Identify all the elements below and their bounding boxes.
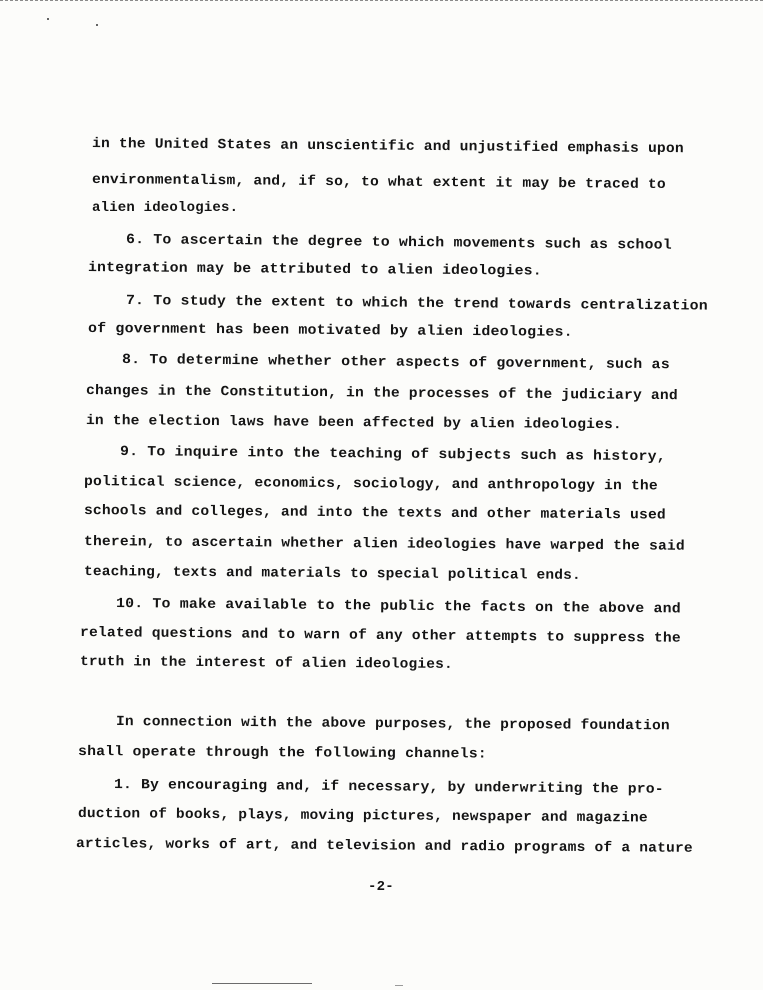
text-line: shall operate through the following channels: bbox=[77, 744, 487, 763]
text-line: articles, works of art, and television and radio programs of a nature bbox=[75, 836, 693, 857]
text-line: environmentalism, and, if so, to what extent it may be traced to bbox=[91, 172, 666, 194]
scan-speck bbox=[96, 24, 98, 26]
text-line: of government has been motivated by alien ideologies. bbox=[87, 321, 573, 341]
text-line: in the election laws have been affected by alien ideologies. bbox=[85, 413, 622, 434]
text-line: 7. To study the extent to which the trend towards centralization bbox=[125, 293, 708, 315]
text-line: truth in the interest of alien ideologies. bbox=[79, 654, 453, 673]
page-top-edge bbox=[0, 0, 763, 1]
text-line: teaching, texts and materials to special political ends. bbox=[83, 564, 581, 584]
text-line: schools and colleges, and into the texts and other materials used bbox=[83, 503, 666, 524]
text-line: alien ideologies. bbox=[92, 200, 239, 216]
text-line: duction of books, plays, moving pictures, newspaper and magazine bbox=[77, 806, 648, 827]
text-line: related questions and to warn of any other attempts to suppress the bbox=[79, 625, 681, 647]
text-line: 6. To ascertain the degree to which movements such as school bbox=[125, 232, 672, 254]
page-number: -2- bbox=[368, 879, 394, 895]
text-line: 10. To make available to the public the facts on the above and bbox=[115, 596, 681, 618]
text-line: therein, to ascertain whether alien ideologies have warped the said bbox=[83, 534, 685, 555]
text-line: 1. By encouraging and, if necessary, by underwriting the pro- bbox=[113, 777, 664, 798]
text-line: 9. To inquire into the teaching of subjects such as history, bbox=[119, 444, 666, 466]
text-line: In connection with the above purposes, the proposed foundation bbox=[115, 714, 670, 735]
text-line: integration may be attributed to alien ideologies. bbox=[87, 260, 542, 280]
text-line: political science, economics, sociology, and anthropology in the bbox=[83, 474, 658, 495]
footer-rule bbox=[212, 983, 312, 984]
scan-speck bbox=[47, 18, 49, 20]
text-line: changes in the Constitution, in the processes of the judiciary and bbox=[85, 383, 678, 405]
text-line: in the United States an unscientific and unjustified emphasis upon bbox=[91, 136, 684, 158]
text-line: 8. To determine whether other aspects of government, such as bbox=[121, 352, 670, 374]
footer-mark bbox=[395, 985, 403, 986]
